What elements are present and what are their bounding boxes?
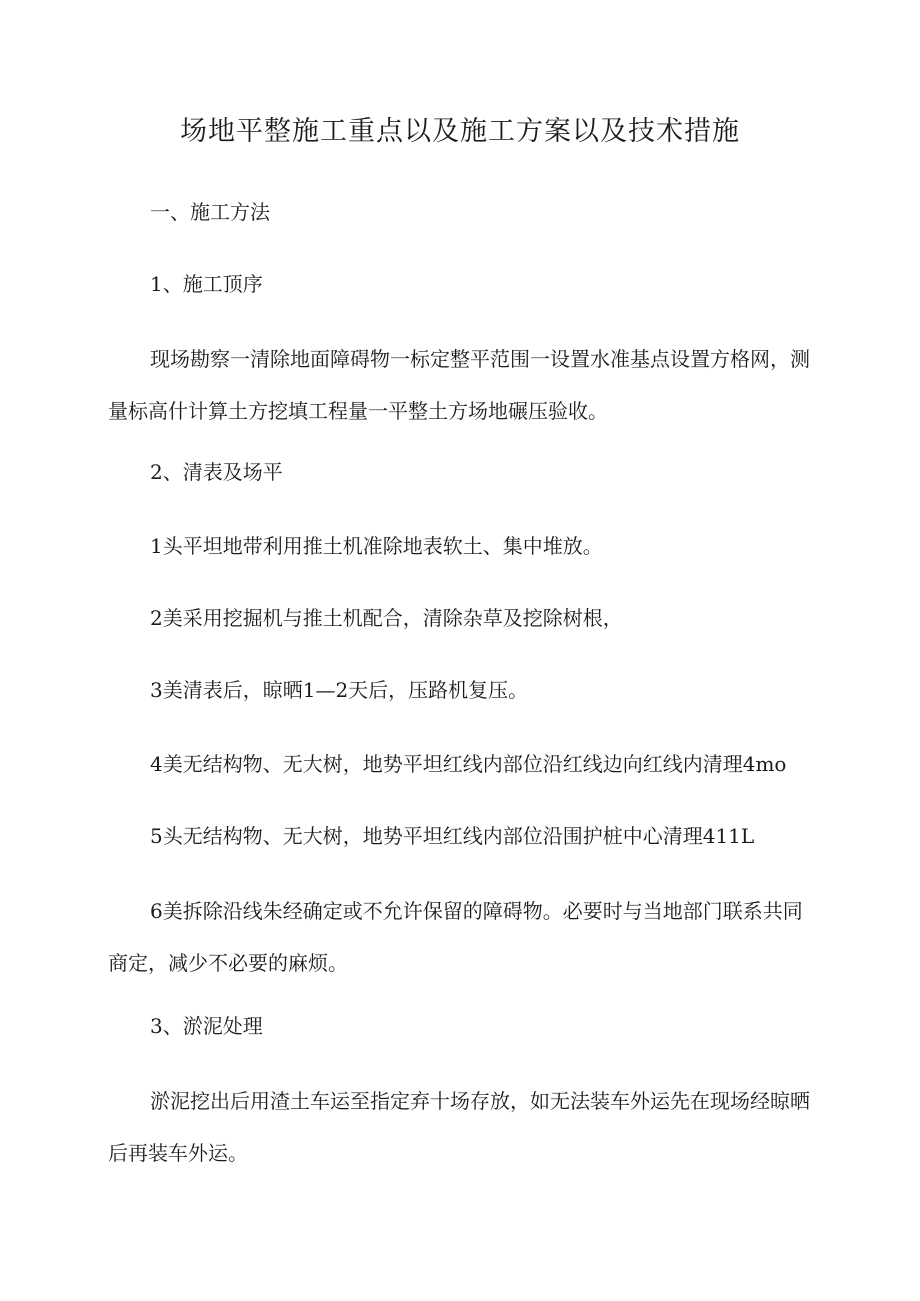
paragraph-line: 现场勘察一清除地面障碍物一标定整平范围一设置水准基点设置方格网，测 <box>150 347 810 371</box>
list-item-1 <box>108 520 826 572</box>
section-heading-construction-method <box>108 186 826 238</box>
list-item-4 <box>108 738 826 790</box>
paragraph-line: 淤泥挖出后用渣土车运至指定弃十场存放，如无法装车外运先在现场经晾晒 <box>150 1089 810 1113</box>
section-heading-text: 一、施工方法 <box>150 200 270 224</box>
list-item-3 <box>108 664 826 716</box>
list-item-text: 4美无结构物、无大树，地势平坦红线内部位沿红线边向红线内清理4mo <box>150 752 787 776</box>
subsection-heading-text: 2、清表及场平 <box>150 460 283 484</box>
paragraph-sequence <box>108 333 826 437</box>
list-item-6 <box>108 885 826 989</box>
list-item-text: 6美拆除沿线朱经确定或不允许保留的障碍物。必要时与当地部门联系共同 <box>150 899 803 923</box>
list-item-text: 3美清表后，晾晒1—2天后，压路机复压。 <box>150 678 529 702</box>
list-item-2 <box>108 592 826 644</box>
paragraph-line: 量标高什计算土方挖填工程量一平整土方场地碾压验收。 <box>108 399 608 423</box>
subsection-heading-text: 1、施工顶序 <box>150 272 263 296</box>
paragraph-line: 后再装车外运。 <box>108 1141 248 1165</box>
subsection-heading-clearing <box>108 446 826 498</box>
list-item-text: 5头无结构物、无大树，地势平坦红线内部位沿围护桩中心清理411L <box>150 824 755 848</box>
list-item-text: 1头平坦地带利用推土机准除地表软土、集中堆放。 <box>150 534 603 558</box>
paragraph-silt <box>108 1075 826 1179</box>
subsection-heading-text: 3、淤泥处理 <box>150 1014 263 1038</box>
document-title: 场地平整施工重点以及施工方案以及技术措施 <box>180 116 740 147</box>
list-item-text: 2美采用挖掘机与推土机配合，清除杂草及挖除树根， <box>150 606 623 630</box>
list-item-text: 商定，减少不必要的麻烦。 <box>108 951 348 975</box>
subsection-heading-silt <box>108 1000 826 1052</box>
list-item-5 <box>108 810 826 862</box>
subsection-heading-sequence <box>108 258 826 310</box>
